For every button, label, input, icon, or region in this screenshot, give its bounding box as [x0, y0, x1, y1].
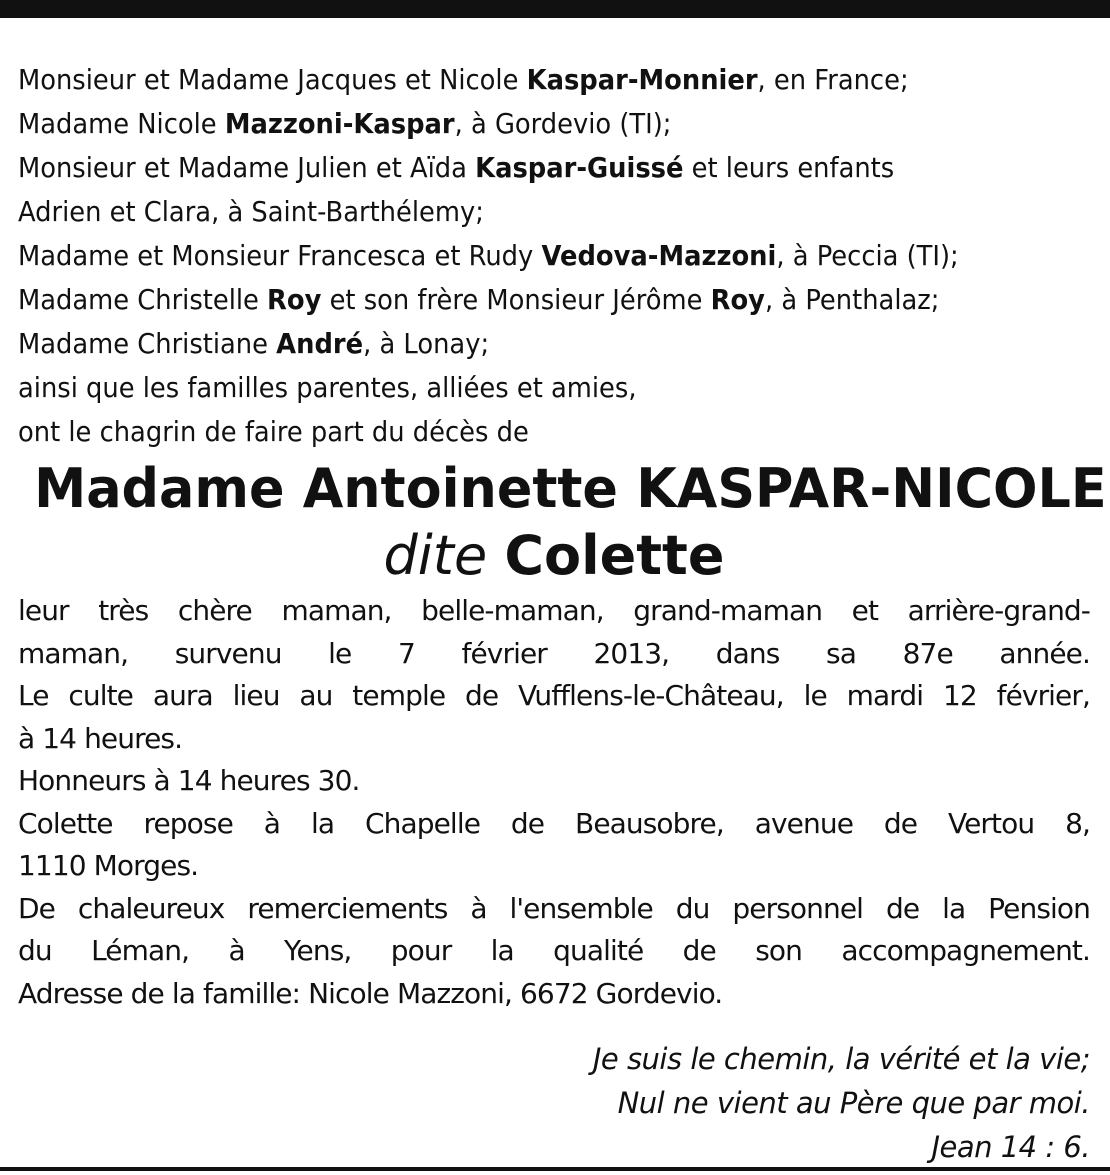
top-rule: [0, 0, 1110, 18]
family-surname: Kaspar-Guissé: [475, 151, 684, 184]
quote-line: Nul ne vient au Père que par moi.: [617, 1086, 1090, 1120]
body-line: leur très chère maman, belle-maman, grand-maman et arrière-grand-: [18, 594, 1090, 627]
family-text: , à Gordevio (TI);: [454, 107, 672, 140]
nickname: Colette: [504, 524, 725, 587]
family-text: ont le chagrin de faire part du décès de: [18, 415, 529, 448]
family-surname: Kaspar-Monnier: [526, 63, 758, 96]
quote-line: Je suis le chemin, la vérité et la vie;: [592, 1042, 1090, 1076]
family-line-6: [18, 278, 1004, 322]
family-text: , en France;: [757, 63, 909, 96]
body-line: du Léman, à Yens, pour la qualité de son accompagnement.: [18, 934, 1090, 967]
family-text: ainsi que les familles parentes, alliées et amies,: [18, 371, 637, 404]
family-text: Monsieur et Madame Jacques et Nicole: [18, 63, 527, 96]
nickname-line: [18, 522, 1090, 590]
family-text: et son frère Monsieur Jérôme: [321, 283, 711, 316]
family-line-7: [18, 322, 1004, 366]
family-text: , à Peccia (TI);: [776, 239, 959, 272]
family-line-2: [18, 102, 1004, 146]
family-list: [18, 58, 1090, 454]
family-surname: Roy: [710, 283, 765, 316]
family-text: , à Penthalaz;: [764, 283, 940, 316]
quote-reference: Jean 14 : 6.: [931, 1130, 1090, 1164]
family-text: Madame Christiane: [18, 327, 277, 360]
deceased-name: Madame Antoinette KASPAR-NICOLE: [34, 457, 1107, 520]
announcement-body: [18, 590, 1090, 1015]
body-line: De chaleureux remerciements à l'ensemble du personnel de la Pension: [18, 891, 1090, 925]
family-line-9: [18, 410, 1004, 454]
family-line-4: [18, 190, 1004, 234]
family-text: , à Lonay;: [363, 327, 490, 360]
bottom-rule: [0, 1167, 1110, 1171]
family-address: Adresse de la famille: Nicole Mazzoni, 6672 Gordevio.: [18, 976, 723, 1010]
family-surname: Roy: [267, 283, 322, 316]
family-surname: André: [276, 327, 364, 360]
family-line-8: [18, 366, 1004, 410]
family-text: et leurs enfants: [683, 151, 895, 184]
family-text: Madame Nicole: [18, 107, 225, 140]
body-line: maman, survenu le 7 février 2013, dans sa 87e année.: [18, 636, 1090, 670]
family-line-1: [18, 58, 1004, 102]
body-line: Le culte aura lieu au temple de Vufflens-le-Château, le mardi 12 février,: [18, 679, 1090, 712]
family-line-5: [18, 234, 1004, 278]
family-surname: Vedova-Mazzoni: [541, 239, 777, 272]
family-text: Adrien et Clara, à Saint-Barthélemy;: [18, 195, 484, 228]
family-text: Madame et Monsieur Francesca et Rudy: [18, 239, 542, 272]
family-line-3: [18, 146, 1004, 190]
honors-line: Honneurs à 14 heures 30.: [18, 764, 360, 797]
family-text: Monsieur et Madame Julien et Aïda: [18, 151, 476, 184]
bible-quote: [593, 1037, 1090, 1169]
family-text: Madame Christelle: [18, 283, 268, 316]
obituary-notice: [18, 58, 1107, 1015]
family-surname: Mazzoni-Kaspar: [224, 107, 455, 140]
body-line: Colette repose à la Chapelle de Beausobre, avenue de Vertou 8,: [18, 806, 1090, 840]
body-line: à 14 heures.: [18, 721, 183, 755]
nickname-prefix: dite: [383, 524, 488, 587]
body-line: 1110 Morges.: [18, 849, 199, 882]
